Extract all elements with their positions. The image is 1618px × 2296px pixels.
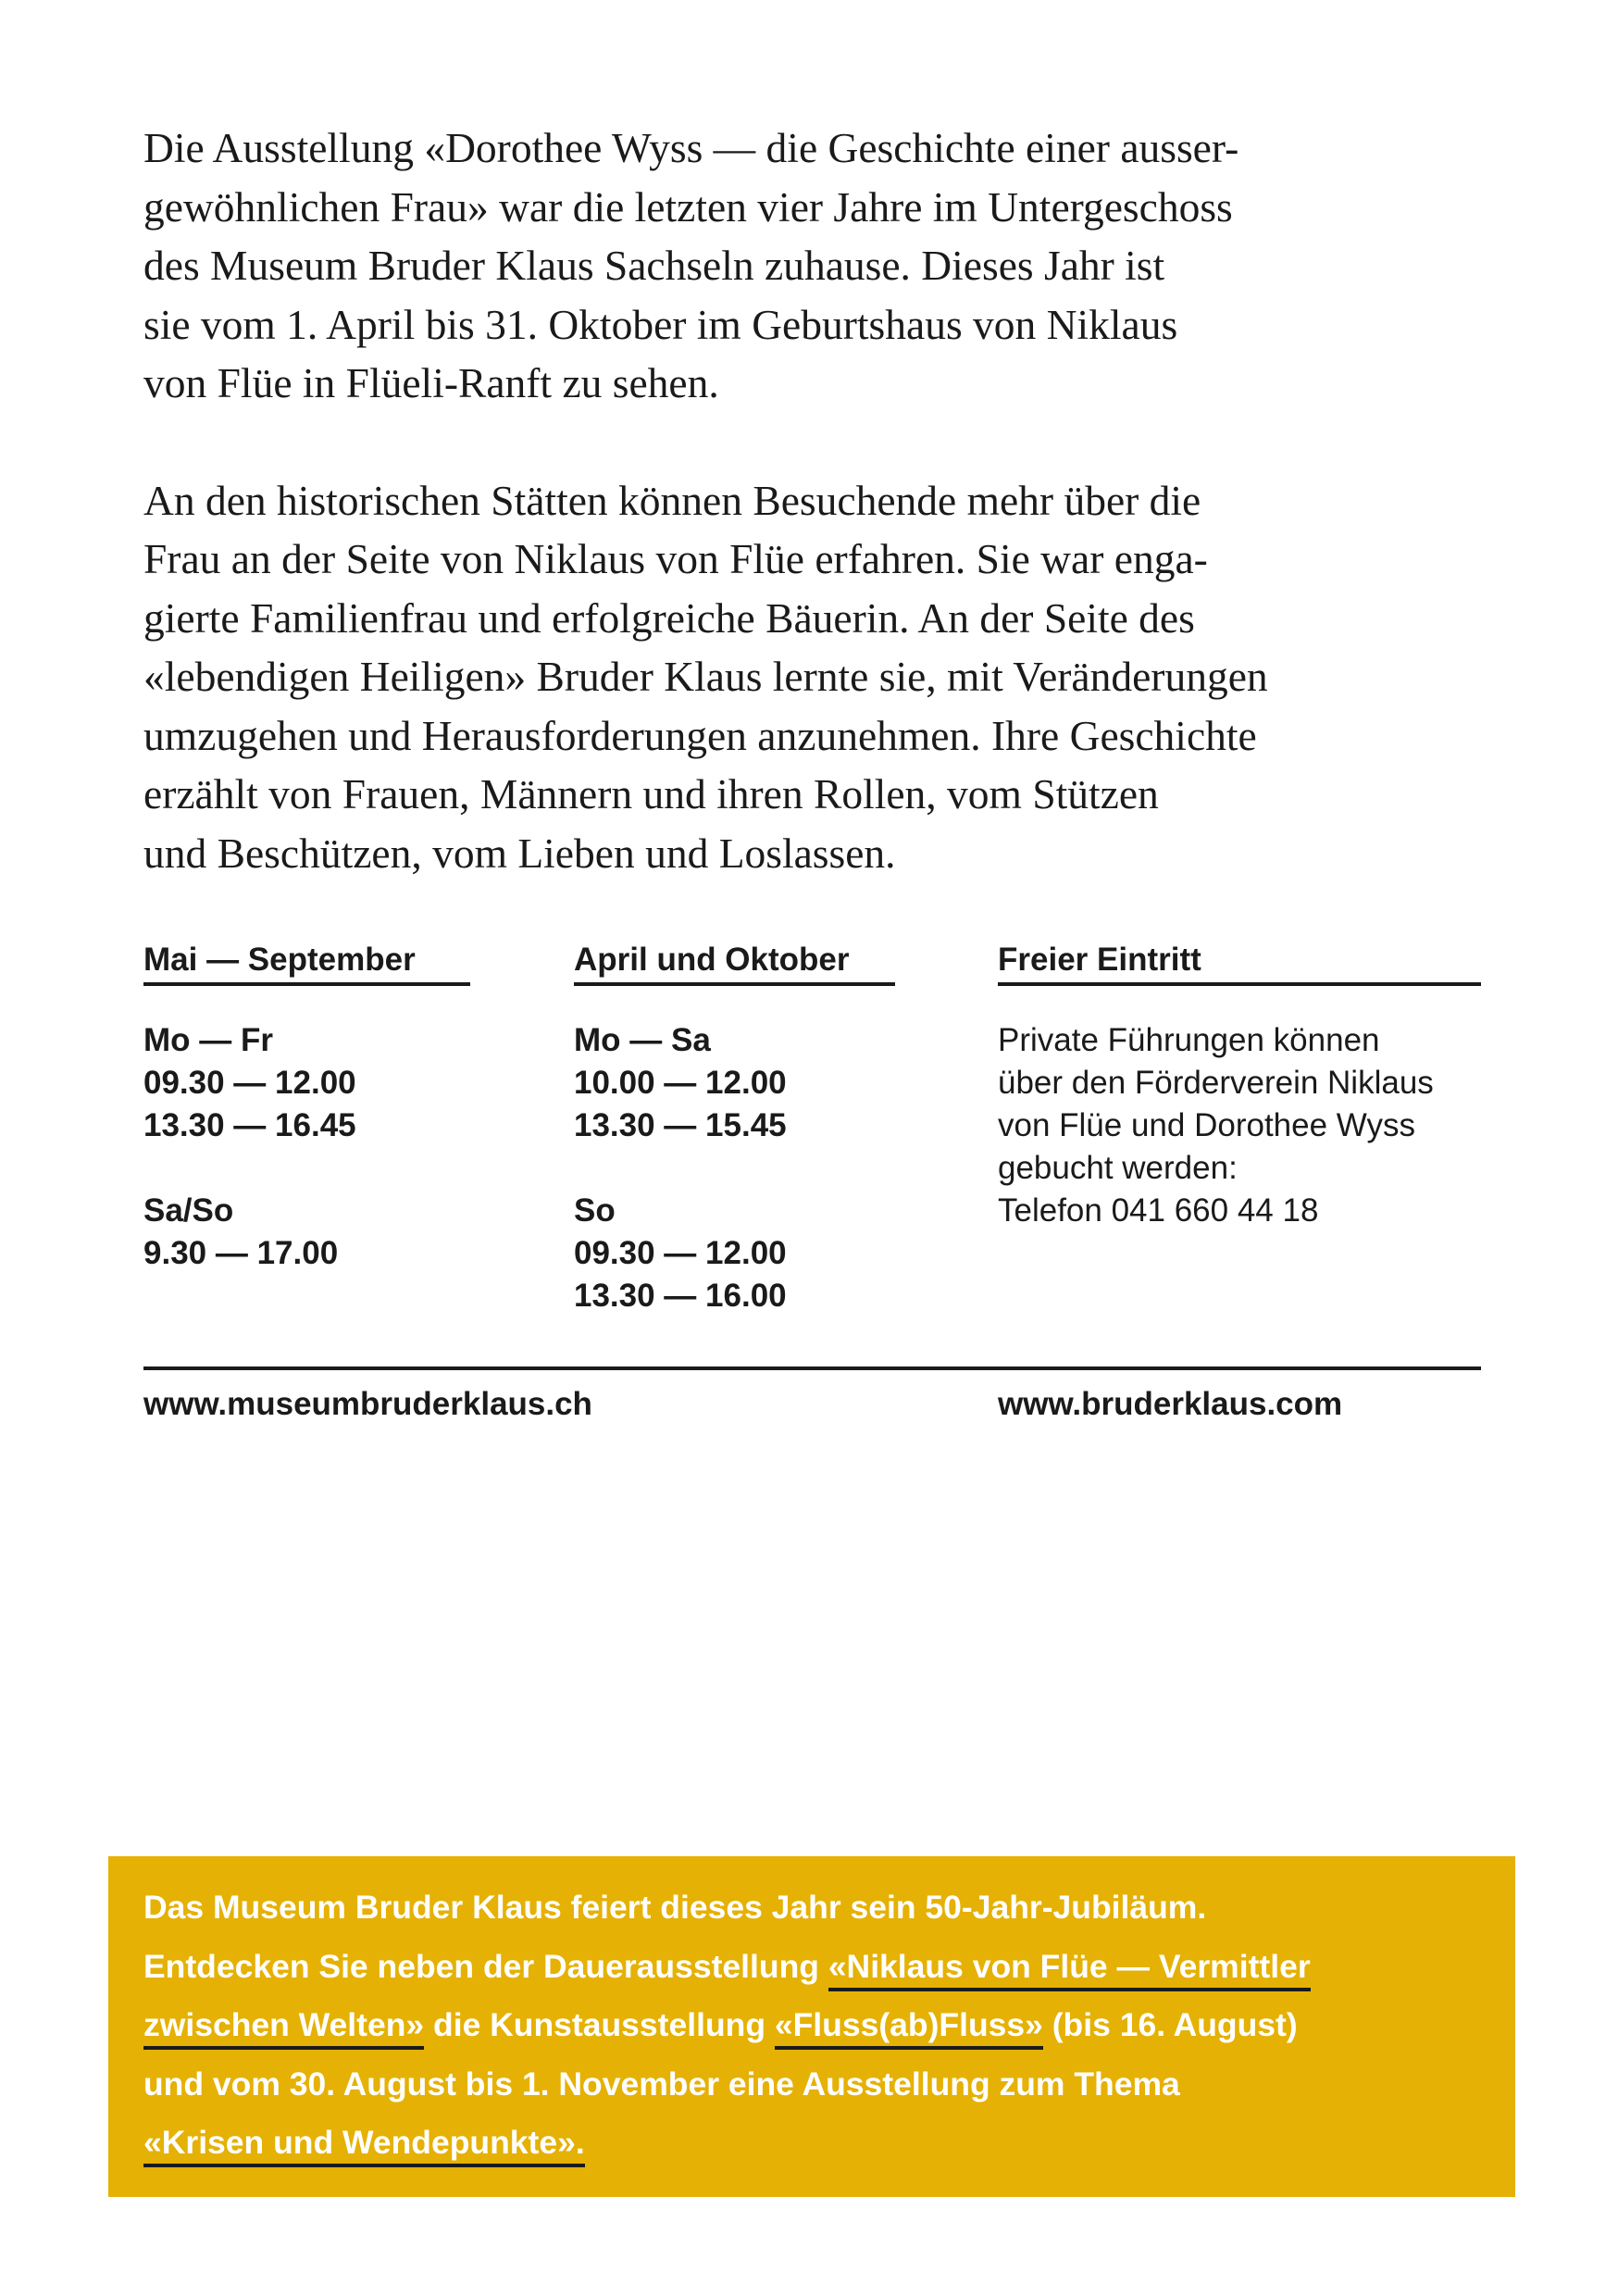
time-range: 9.30 — 17.00 xyxy=(143,1235,339,1271)
info-line: Private Führungen können xyxy=(998,1022,1380,1058)
hours-may-september xyxy=(143,940,470,1275)
intro-text xyxy=(143,119,1486,882)
phone-number: Telefon 041 660 44 18 xyxy=(998,1192,1319,1229)
time-range: 09.30 — 12.00 xyxy=(143,1065,356,1101)
text-line: des Museum Bruder Klaus Sachseln zuhause. Dieses Jahr ist xyxy=(143,242,1165,289)
museum-url-link[interactable]: www.museumbruderklaus.ch xyxy=(143,1386,592,1422)
text-line: gierte Familienfrau und erfolgreiche Bäuerin. An der Seite des xyxy=(143,593,1195,642)
banner-line: und vom 30. August bis 1. November eine Ausstellung zum Thema xyxy=(143,2065,1180,2103)
crisis-exhibition-link[interactable]: «Krisen und Wendepunkte». xyxy=(143,2124,585,2167)
banner-line xyxy=(143,2114,1495,2173)
banner-text-segment: (bis 16. August) xyxy=(1042,2006,1298,2043)
day-label: Mo — Fr xyxy=(143,1022,273,1058)
text-line: Die Ausstellung «Dorothee Wyss — die Geschichte einer ausser- xyxy=(143,124,1239,171)
info-line: gebucht werden: xyxy=(998,1150,1238,1186)
time-range: 13.30 — 15.45 xyxy=(574,1107,787,1143)
divider xyxy=(143,1366,1481,1370)
text-line: von Flüe in Flüeli-Ranft zu sehen. xyxy=(143,359,719,406)
text-line: Frau an der Seite von Niklaus von Flüe erfahren. Sie war enga- xyxy=(143,535,1208,582)
text-line: sie vom 1. April bis 31. Oktober im Geburtshaus von Niklaus xyxy=(143,300,1178,348)
column-heading: April und Oktober xyxy=(574,940,895,986)
banner-text-segment: die Kunstausstellung xyxy=(424,2006,775,2043)
day-label: Sa/So xyxy=(143,1192,234,1229)
intro-paragraph-1 xyxy=(143,119,1486,413)
text-line: und Beschützen, vom Lieben und Loslassen. xyxy=(143,829,896,877)
time-range: 13.30 — 16.00 xyxy=(574,1278,787,1314)
admission-info xyxy=(998,940,1481,1232)
info-line: über den Förderverein Niklaus xyxy=(998,1065,1434,1101)
intro-paragraph-2 xyxy=(143,471,1486,883)
info-line: von Flüe und Dorothee Wyss xyxy=(998,1107,1416,1143)
day-label: So xyxy=(574,1192,616,1229)
text-line: An den historischen Stätten können Besuchende mehr über die xyxy=(143,476,1201,524)
permanent-exhibition-link[interactable]: «Niklaus von Flüe — Vermittler xyxy=(828,1948,1311,1991)
permanent-exhibition-link-cont[interactable]: zwischen Welten» xyxy=(143,2006,424,2050)
time-range: 09.30 — 12.00 xyxy=(574,1235,787,1271)
text-line: gewöhnlichen Frau» war die letzten vier Jahre im Untergeschoss xyxy=(143,182,1233,231)
banner-line: Das Museum Bruder Klaus feiert dieses Jahr sein 50-Jahr-Jubiläum. xyxy=(143,1889,1207,1926)
time-range: 10.00 — 12.00 xyxy=(574,1065,787,1101)
time-range: 13.30 — 16.45 xyxy=(143,1107,356,1143)
bruderklaus-url-link[interactable]: www.bruderklaus.com xyxy=(998,1386,1343,1422)
anniversary-banner xyxy=(108,1856,1515,2197)
banner-text-segment: Entdecken Sie neben der Dauerausstellung xyxy=(143,1947,828,1985)
column-heading: Freier Eintritt xyxy=(998,940,1481,986)
text-line: umzugehen und Herausforderungen anzunehmen. Ihre Geschichte xyxy=(143,711,1257,759)
banner-line xyxy=(143,1996,1495,2055)
column-heading: Mai — September xyxy=(143,940,470,986)
art-exhibition-link[interactable]: «Fluss(ab)Fluss» xyxy=(775,2006,1043,2050)
day-label: Mo — Sa xyxy=(574,1022,711,1058)
text-line: «lebendigen Heiligen» Bruder Klaus lernte sie, mit Veränderungen xyxy=(143,653,1268,700)
banner-line xyxy=(143,1938,1495,1997)
hours-april-october xyxy=(574,940,895,1317)
text-line: erzählt von Frauen, Männern und ihren Rollen, vom Stützen xyxy=(143,770,1159,817)
